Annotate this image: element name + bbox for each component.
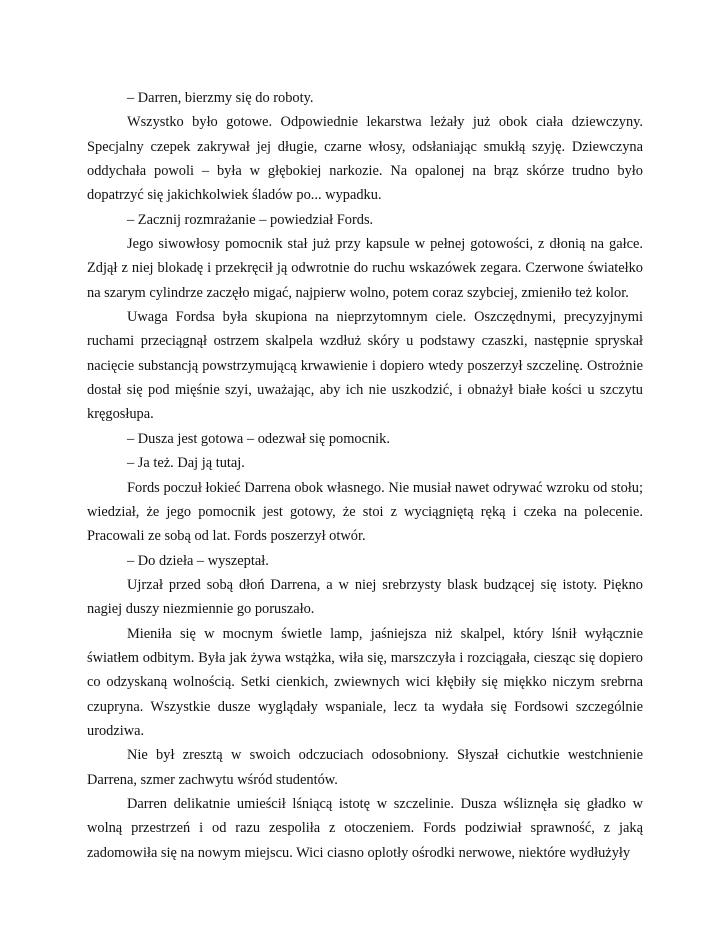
paragraph: Wszystko było gotowe. Odpowiednie lekarstwa leżały już obok ciała dziewczyny. Specjalny czepek zakrywał jej długie, czarne włosy, odsłaniając smukłą szyję. Dziewczyna oddychała powoli – była w głębokiej narkozie. Na opalonej na brąz skórze trudno było dopatrzyć się jakichkolwiek śladów po... wypadku. xyxy=(87,114,643,204)
dialogue-line: – Dusza jest gotowa – odezwał się pomocnik. xyxy=(127,430,390,447)
paragraph: Darren delikatnie umieścił lśniącą istotę w szczelinie. Dusza wśliznęła się gładko w wolną przestrzeń i od razu zespoliła z otoczeniem. Fords podziwiał sprawność, z jaką zadomowiła się na nowym miejscu. Wici ciasno oplotły ośrodki nerwowe, niektóre wydłużyły xyxy=(87,795,643,861)
dialogue-line: – Darren, bierzmy się do roboty. xyxy=(127,90,314,106)
paragraph: Fords poczuł łokieć Darrena obok własnego. Nie musiał nawet odrywać wzroku od stołu; wiedział, że jego pomocnik jest gotowy, że stoi z wyciągniętą ręką i czeka na polecenie. Pracowali ze sobą od lat. Fords poszerzył otwór. xyxy=(87,479,643,545)
dialogue-line: – Ja też. Daj ją tutaj. xyxy=(127,455,245,472)
paragraph: Ujrzał przed sobą dłoń Darrena, a w niej srebrzysty blask budzącej się istoty. Piękno nagiej duszy niezmiennie go poruszało. xyxy=(87,576,643,618)
dialogue-line: – Do dzieła – wyszeptał. xyxy=(127,552,269,569)
body-text xyxy=(87,86,643,865)
paragraph: Nie był zresztą w swoich odczuciach odosobniony. Słyszał cichutkie westchnienie Darrena, szmer zachwytu wśród studentów. xyxy=(87,747,643,788)
paragraph: Jego siwowłosy pomocnik stał już przy kapsule w pełnej gotowości, z dłonią na gałce. Zdjął z niej blokadę i przekręcił ją odwrotnie do ruchu wskazówek zegara. Czerwone światełko na szarym cylindrze zaczęło migać, najpierw wolno, potem coraz szybciej, zmieniło też kolor. xyxy=(87,236,643,301)
paragraph: Uwaga Fordsa była skupiona na nieprzytomnym ciele. Oszczędnymi, precyzyjnymi ruchami przeciągnął ostrzem skalpela wzdłuż skóry u podstawy czaszki, następnie spryskał nacięcie substancją powstrzymującą krwawienie i dopiero wtedy poszerzył szczelinę. Ostrożnie dostał się pod mięśnie szyi, uważając, aby ich nie uszkodzić, i obnażył białe kości u szczytu kręgosłupa. xyxy=(87,309,643,423)
paragraph: Mieniła się w mocnym świetle lamp, jaśniejsza niż skalpel, który lśnił wyłącznie światłem odbitym. Była jak żywa wstążka, wiła się, marszczyła i rozciągała, ciesząc się dopiero co odzyskaną wolnością. Setki cienkich, zwiewnych wici kłębiły się miękko niczym srebrna czupryna. Wszystkie dusze wyglądały wspaniale, lecz ta wydała się Fordsowi szczególnie urodziwa. xyxy=(87,625,643,739)
dialogue-line: – Zacznij rozmrażanie – powiedział Fords. xyxy=(127,211,374,228)
